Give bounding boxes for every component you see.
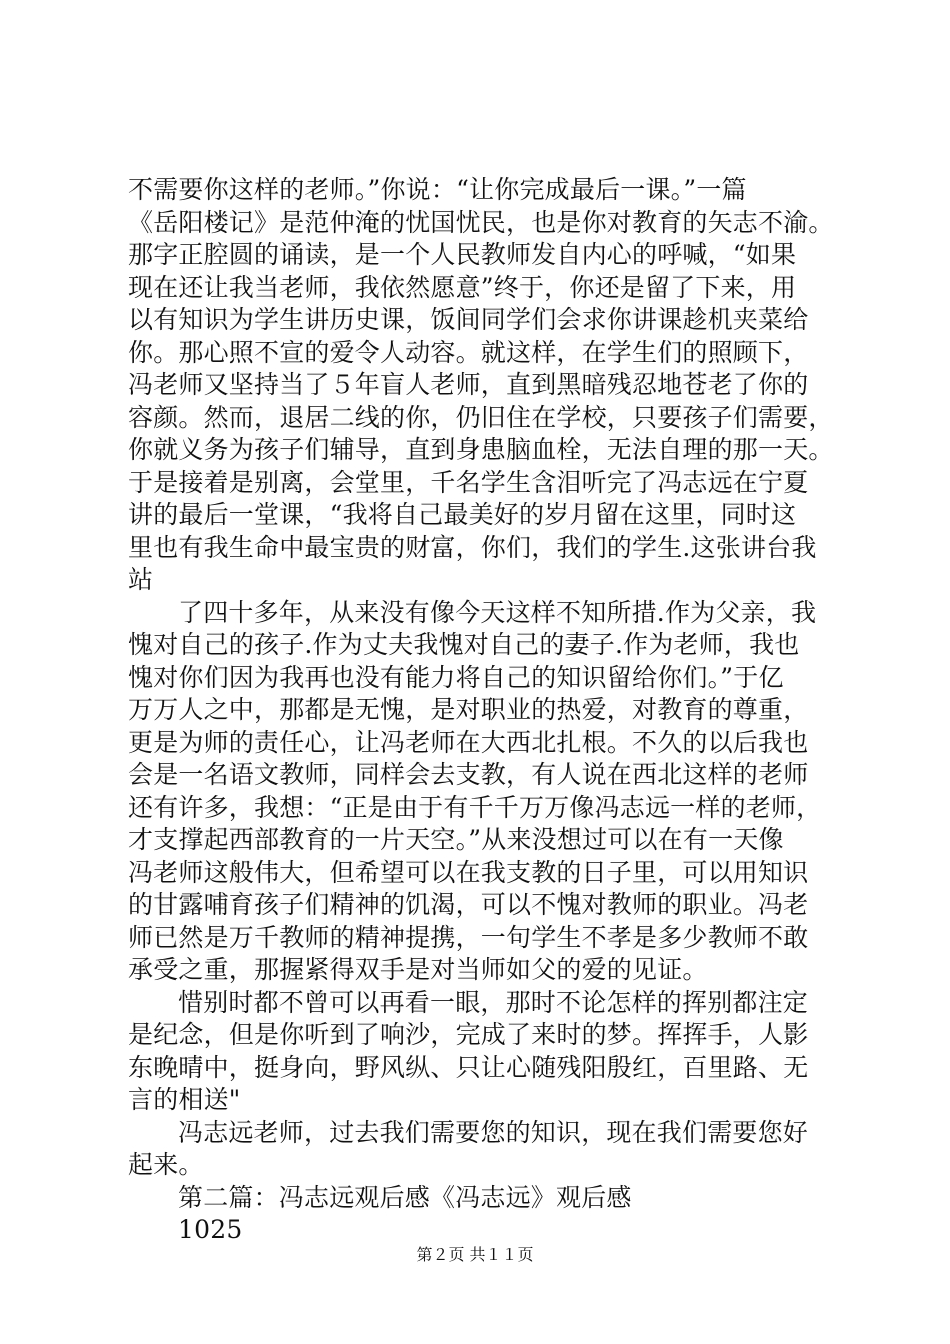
text-line: 承受之重，那握紧得双手是对当师如父的爱的见证。 (128, 955, 708, 984)
text-line: 愧对你们因为我再也没有能力将自己的知识留给你们。”于亿 (128, 662, 784, 692)
text-line: 以有知识为学生讲历史课，饭间同学们会求你讲课趁机夹菜给 (128, 305, 809, 334)
text-line: 会是一名语文教师，同样会去支教，有人说在西北这样的老师 (128, 760, 809, 789)
text-line: 了四十多年，从来没有像今天这样不知所措.作为父亲，我 (178, 597, 817, 627)
text-line: 惜别时都不曾可以再看一眼，那时不论怎样的挥别都注定 (178, 987, 809, 1017)
text-line: 站 (128, 565, 154, 594)
text-line: 万万人之中，那都是无愧，是对职业的热爱，对教育的尊重， (128, 695, 809, 724)
text-line: 那字正腔圆的诵读，是一个人民教师发自内心的呼喊，“如果 (128, 240, 797, 269)
text-line: 讲的最后一堂课，“我将自己最美好的岁月留在这里，同时这 (128, 500, 797, 529)
text-line: 冯老师这般伟大，但希望可以在我支教的日子里，可以用知识 (128, 857, 809, 887)
text-line: 是纪念，但是你听到了响沙，完成了来时的梦。挥挥手，人影 (128, 1020, 809, 1049)
text-line: 冯老师又坚持当了５年盲人老师，直到黑暗残忍地苍老了你的 (128, 370, 809, 399)
text-line: 1025 (178, 1215, 243, 1244)
text-line: 你。那心照不宣的爱令人动容。就这样，在学生们的照顾下， (128, 337, 809, 367)
page-number: 第２页 共１１页 (416, 1245, 534, 1264)
text-line: 愧对自己的孩子.作为丈夫我愧对自己的妻子.作为老师，我也 (128, 630, 800, 659)
section-heading: 第二篇：冯志远观后感《冯志远》观后感 (178, 1182, 632, 1212)
text-line: 东晚晴中，挺身向，野风纵、只让心随残阳殷红，百里路、无 (128, 1052, 809, 1082)
document-body (128, 174, 848, 1247)
page-footer (0, 1242, 950, 1265)
text-line: 的甘露哺育孩子们精神的饥渴，可以不愧对教师的职业。冯老 (128, 890, 809, 919)
text-line: 你就义务为孩子们辅导，直到身患脑血栓，无法自理的那一天。 (128, 435, 834, 464)
text-line: 里也有我生命中最宝贵的财富，你们，我们的学生.这张讲台我 (128, 532, 817, 562)
text-line: 容颜。然而，退居二线的你，仍旧住在学校，只要孩子们需要， (128, 402, 834, 432)
text-line: 起来。 (128, 1150, 204, 1179)
text-line: 才支撑起西部教育的一片天空。”从来没想过可以在有一天像 (128, 825, 784, 854)
text-line: 不需要你这样的老师。”你说：“让你完成最后一课。”一篇 (128, 175, 747, 204)
text-line: 师已然是万千教师的精神提携，一句学生不孝是多少教师不敢 (128, 922, 809, 952)
text-line: 还有许多，我想：“正是由于有千千万万像冯志远一样的老师， (128, 792, 822, 822)
text-line: 言的相送" (128, 1085, 241, 1114)
text-line: 冯志远老师，过去我们需要您的知识，现在我们需要您好 (178, 1117, 809, 1147)
text-line: 现在还让我当老师，我依然愿意”终于，你还是留了下来，用 (128, 272, 797, 302)
text-line: 《岳阳楼记》是范仲淹的忧国忧民，也是你对教育的矢志不渝。 (128, 207, 834, 237)
text-line: 于是接着是别离，会堂里，千名学生含泪听完了冯志远在宁夏 (128, 467, 809, 497)
text-line: 更是为师的责任心，让冯老师在大西北扎根。不久的以后我也 (128, 727, 809, 757)
